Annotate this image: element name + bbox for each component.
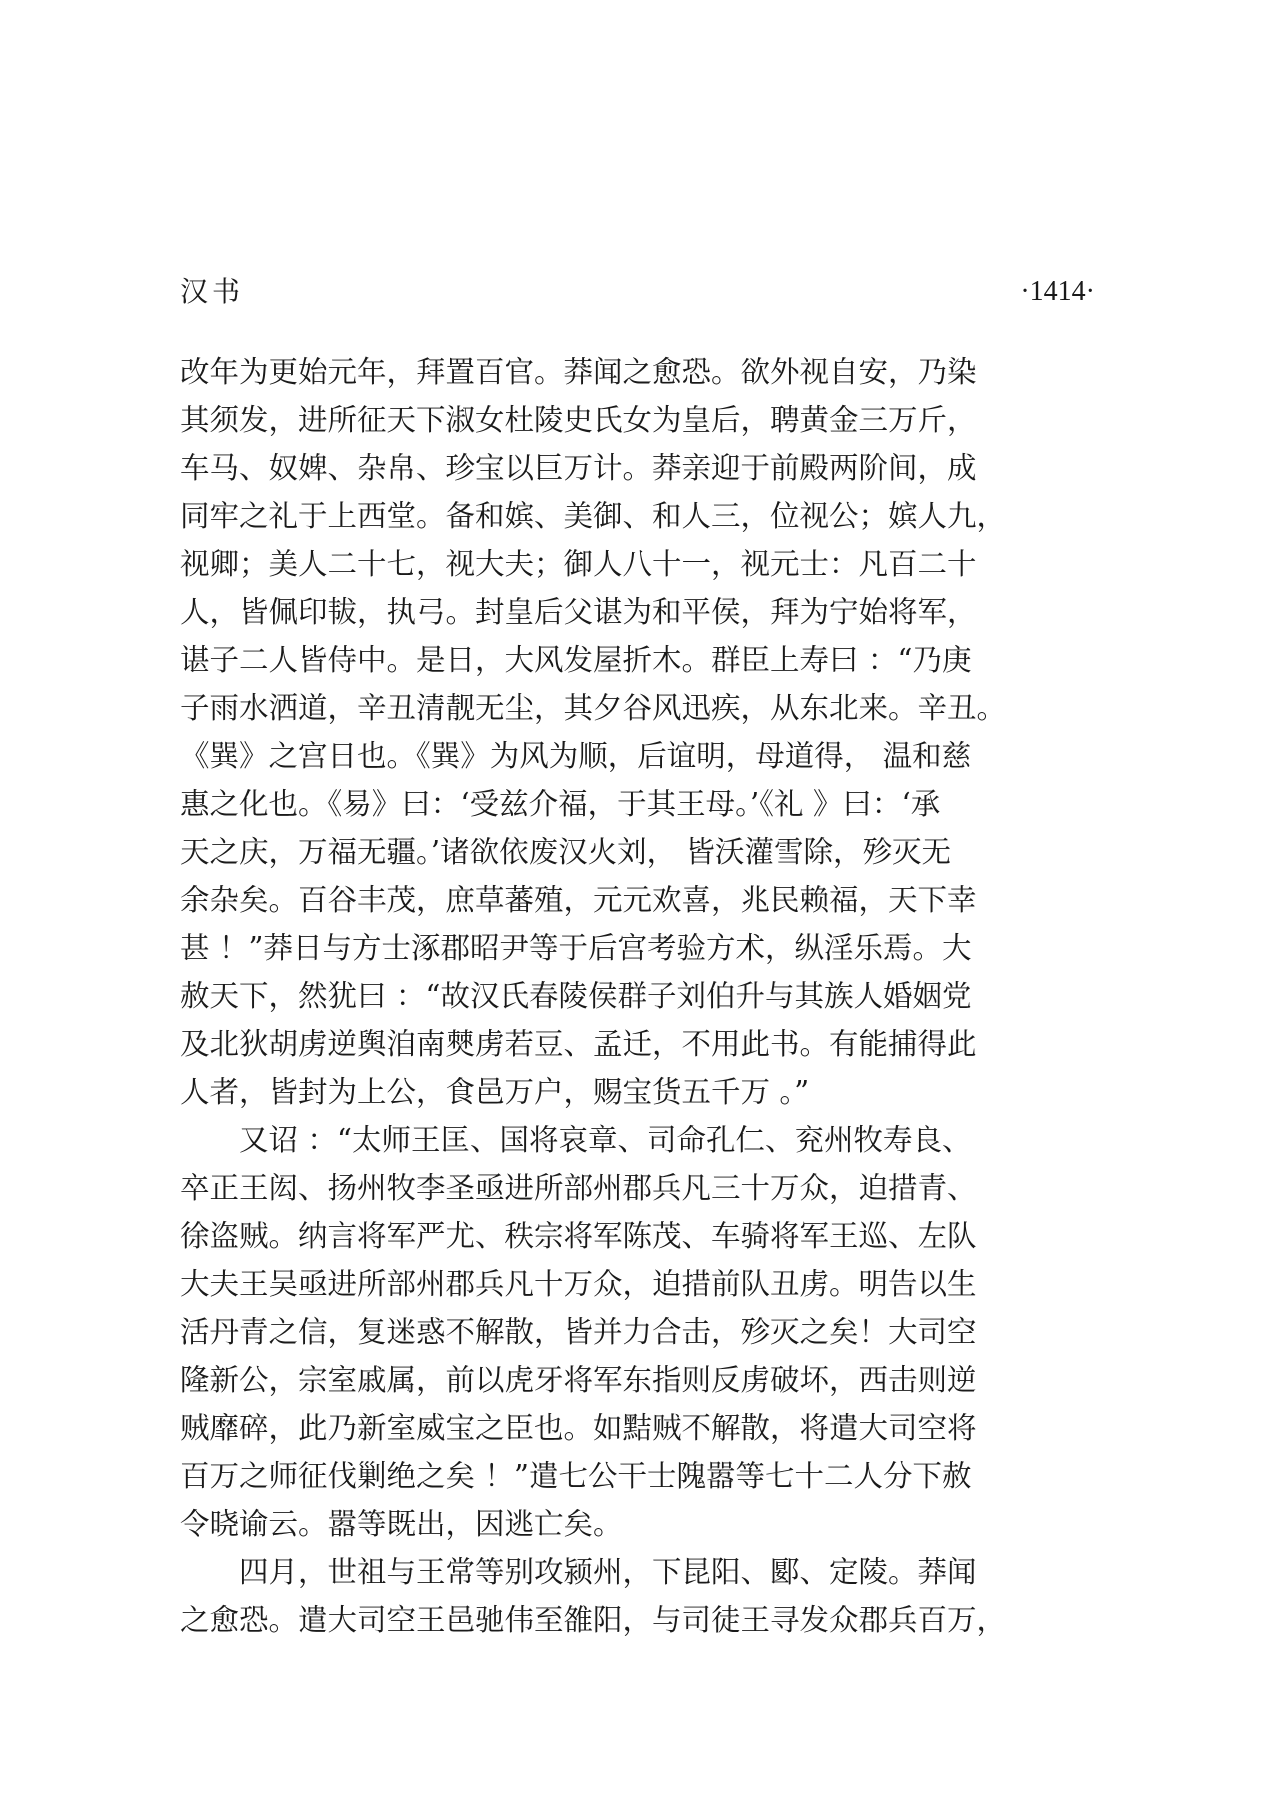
text-line: 车马、奴婢、杂帛、珍宝以巨万计。莽亲迎于前殿两阶间，成	[180, 451, 977, 485]
text-line: 人，皆佩印韨，执弓。封皇后父谌为和平侯，拜为宁始将军，	[180, 595, 977, 629]
text-line: 之愈恐。遣大司空王邑驰伟至雒阳，与司徒王寻发众郡兵百万，	[180, 1603, 1007, 1637]
text-line: 人者，皆封为上公，食邑万户，赐宝货五千万 。”	[180, 1075, 810, 1109]
text-line: 《巽》之宫日也。《巽》为风为顺，后谊明，母道得， 温和慈	[180, 739, 972, 773]
text-line: 同牢之礼于上西堂。备和嫔、美御、和人三，位视公；嫔人九，	[180, 499, 1007, 533]
text-line: 又诏 ：“太师王匡、国将哀章、司命孔仁、兖州牧寿良、	[180, 1123, 972, 1157]
text-line: 天之庆，万福无疆。’诸欲依废汉火刘， 皆沃灌雪除，殄灭无	[180, 835, 952, 869]
text-line: 令晓谕云。嚣等既出，因逃亡矣。	[180, 1507, 623, 1541]
page-header	[180, 272, 1095, 312]
text-line: 贼靡碎，此乃新室威宝之臣也。如黠贼不解散，将遣大司空将	[180, 1411, 977, 1445]
text-line: 百万之师征伐剿绝之矣 ！”遣七公干士隗嚣等七十二人分下赦	[180, 1459, 972, 1493]
body-text	[180, 348, 1100, 1644]
text-line: 活丹青之信，复迷惑不解散，皆并力合击，殄灭之矣！大司空	[180, 1315, 977, 1349]
text-line: 视卿；美人二十七，视大夫；御人八十一，视元士：凡百二十	[180, 547, 977, 581]
text-line: 惠之化也。《易》曰：‘受兹介福，于其王母。’《礼 》曰：‘承	[180, 787, 941, 821]
text-line: 卒正王闳、扬州牧李圣亟进所部州郡兵凡三十万众，迫措青、	[180, 1171, 977, 1205]
text-line: 谌子二人皆侍中。是日，大风发屋折木。群臣上寿曰 ：“乃庚	[180, 643, 972, 677]
text-line: 赦天下，然犹曰 ：“故汉氏春陵侯群子刘伯升与其族人婚姻党	[180, 979, 972, 1013]
text-line: 四月，世祖与王常等别攻颍州，下昆阳、郾、定陵。莽闻	[180, 1555, 977, 1589]
text-line: 子雨水洒道，辛丑清靓无尘，其夕谷风迅疾，从东北来。辛丑。	[180, 691, 1007, 725]
text-line: 改年为更始元年，拜置百官。莽闻之愈恐。欲外视自安，乃染	[180, 355, 977, 389]
book-title: 汉书	[180, 275, 245, 308]
text-line: 大夫王吴亟进所部州郡兵凡十万众，迫措前队丑虏。明告以生	[180, 1267, 977, 1301]
text-line: 其须发，进所征天下淑女杜陵史氏女为皇后，聘黄金三万斤，	[180, 403, 977, 437]
text-line: 徐盗贼。纳言将军严尤、秩宗将军陈茂、车骑将军王巡、左队	[180, 1219, 977, 1253]
text-line: 余杂矣。百谷丰茂，庶草蕃殖，元元欢喜，兆民赖福，天下幸	[180, 883, 977, 917]
page-number: ·1414·	[1020, 276, 1095, 307]
text-line: 甚 ！”莽日与方士涿郡昭尹等于后宫考验方术，纵淫乐焉。大	[180, 931, 972, 965]
text-line: 及北狄胡虏逆舆洎南僰虏若豆、孟迁，不用此书。有能捕得此	[180, 1027, 977, 1061]
text-line: 隆新公，宗室戚属，前以虎牙将军东指则反虏破坏，西击则逆	[180, 1363, 977, 1397]
